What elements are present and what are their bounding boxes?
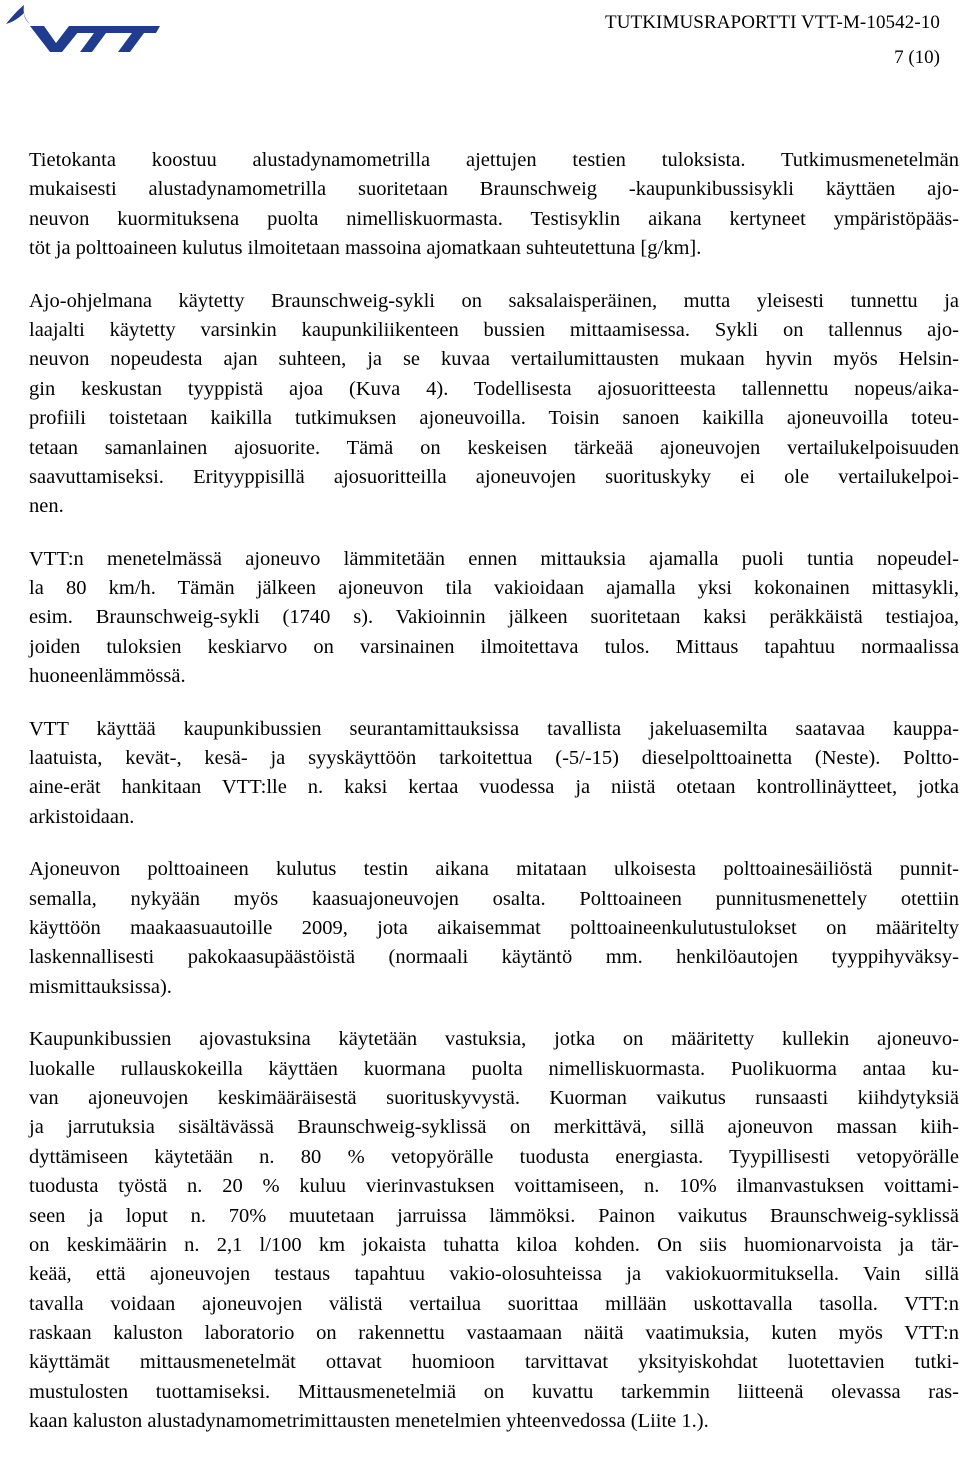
paragraph-line: on keskimäärin n. 2,1 l/100 km jokaista tuhatta kiloa kohden. On siis huomionarvoista ja tär- — [29, 1233, 959, 1256]
paragraph — [29, 146, 959, 264]
paragraph-line: Ajo-ohjelmana käytetty Braunschweig-sykli on saksalaisperäinen, mutta yleisesti tunnettu ja — [29, 289, 959, 312]
paragraph — [29, 855, 959, 1002]
paragraph-line: nen. — [29, 495, 64, 518]
paragraph-line: Kaupunkibussien ajovastuksina käytetään vastuksia, jotka on määritetty kullekin ajoneuvo- — [29, 1028, 959, 1051]
paragraph-line: VTT käyttää kaupunkibussien seurantamittauksissa tavallista jakeluasemilta saatavaa kauppa- — [29, 717, 959, 740]
paragraph-line: tavalla voidaan ajoneuvojen välistä vertailua suorittaa millään uskottavalla tasolla. VTT:n — [29, 1292, 959, 1315]
paragraph-line: gin keskustan tyyppistä ajoa (Kuva 4). Todellisesta ajosuoritteesta tallennettu nopeus/aika- — [29, 377, 959, 400]
paragraph-line: käyttämät mittausmenetelmät ottavat huomioon tarvittavat yksityiskohdat luotettavien tutki- — [29, 1351, 959, 1374]
paragraph-line: arkistoidaan. — [29, 805, 135, 828]
paragraph-line: laajalti käytetty varsinkin kaupunkiliikenteen bussien mittaamisessa. Sykli on tallennus ajo- — [29, 318, 959, 341]
paragraph-line: mustulosten tuottamiseksi. Mittausmenetelmiä on kuvattu tarkemmin liitteenä olevassa ras- — [29, 1380, 959, 1403]
paragraph-line: tuodusta työstä n. 20 % kuluu vierinvastuksen voittamiseen, n. 10% ilmanvastuksen voittami- — [29, 1175, 959, 1198]
paragraph-line: laskennallisesti pakokaasupäästöistä (normaali käytäntö mm. henkilöautojen tyyppihyväksy- — [29, 946, 959, 969]
paragraph — [29, 1025, 959, 1436]
paragraph-line: semalla, nykyään myös kaasuajoneuvojen osalta. Polttoaineen punnitusmenettely otettiin — [29, 887, 959, 910]
paragraph-line: seen ja loput n. 70% muutetaan jarruissa lämmöksi. Painon vaikutus Braunschweig-syklissä — [29, 1204, 959, 1227]
paragraph-line: raskaan kaluston laboratorio on rakennettu vastaamaan näitä vaatimuksia, kuten myös VTT:n — [29, 1322, 959, 1345]
paragraph-line: keää, että ajoneuvojen testaus tapahtuu vakio-olosuhteissa ja vakiokuormituksella. Vain sillä — [29, 1263, 959, 1286]
paragraph-line: kaan kaluston alustadynamometrimittausten menetelmien yhteenvedossa (Liite 1.). — [29, 1410, 709, 1433]
paragraph-line: käyttöön maakaasuautoille 2009, jota aikaisemmat polttoaineenkulutustulokset on määritelty — [29, 916, 959, 939]
paragraph-line: laatuista, kevät-, kesä- ja syyskäyttöön tarkoitettua (-5/-15) dieselpolttoainetta (Neste). Poltto- — [29, 747, 959, 770]
vtt-logo-icon — [4, 2, 160, 54]
paragraph-line: Tietokanta koostuu alustadynamometrilla ajettujen testien tuloksista. Tutkimusmenetelmän — [29, 149, 959, 171]
paragraph-line: dyttämiseen käytetään n. 80 % vetopyörälle tuodusta energiasta. Tyypillisesti vetopyörälle — [29, 1145, 959, 1168]
paragraph-line: luokalle rullauskokeilla käyttäen kuormana puolta nimelliskuormasta. Puolikuorma antaa ku- — [29, 1057, 959, 1080]
paragraph-line: neuvon nopeudesta ajan suhteen, ja se kuvaa vertailumittausten mukaan hyvin myös Helsin- — [29, 348, 959, 371]
paragraph-line: saavuttamiseksi. Erityyppisillä ajosuoritteilla ajoneuvojen suorituskyky ei ole vertailukelpoi- — [29, 465, 959, 488]
paragraph-line: mismittauksissa). — [29, 975, 172, 998]
paragraph-line: tetaan samanlainen ajosuorite. Tämä on keskeisen tärkeää ajoneuvojen vertailukelpoisuuden — [29, 436, 959, 459]
paragraph-line: VTT:n menetelmässä ajoneuvo lämmitetään ennen mittauksia ajamalla puoli tuntia nopeudel- — [29, 547, 959, 570]
body-text — [29, 146, 959, 1460]
page-number: 7 (10) — [894, 47, 940, 68]
paragraph-line: aine-erät hankitaan VTT:lle n. kaksi kertaa vuodessa ja niistä otetaan kontrollinäytteet, jotka — [29, 776, 959, 799]
paragraph — [29, 545, 959, 692]
paragraph — [29, 287, 959, 522]
paragraph-line: töt ja polttoaineen kulutus ilmoitetaan massoina ajomatkaan suhteutettuna [g/km]. — [29, 237, 702, 260]
paragraph-line: esim. Braunschweig-sykli (1740 s). Vakioinnin jälkeen suoritetaan kaksi peräkkäistä testiajoa, — [29, 606, 959, 629]
paragraph-line: van ajoneuvojen keskimääräisestä suorituskyvystä. Kuorman vaikutus runsaasti kiihdytyksiä — [29, 1086, 959, 1109]
paragraph-line: neuvon kuormituksena puolta nimelliskuormasta. Testisyklin aikana kertyneet ympäristöpääs- — [29, 207, 959, 230]
paragraph-line: profiili toistetaan kaikilla tutkimuksen ajoneuvoilla. Toisin sanoen kaikilla ajoneuvoilla toteu- — [29, 407, 959, 430]
paragraph-line: joiden tuloksien keskiarvo on varsinainen ilmoitettava tulos. Mittaus tapahtuu normaalissa — [29, 635, 959, 658]
paragraph-line: ja jarrutuksia sisältävässä Braunschweig-syklissä on merkittävä, sillä ajoneuvon massan kiih- — [29, 1116, 959, 1139]
report-id: TUTKIMUSRAPORTTI VTT-M-10542-10 — [605, 12, 940, 33]
vtt-logo — [4, 2, 160, 54]
paragraph-line: huoneenlämmössä. — [29, 665, 186, 688]
paragraph — [29, 715, 959, 833]
paragraph-line: Ajoneuvon polttoaineen kulutus testin aikana mitataan ulkoisesta polttoainesäiliöstä punnit- — [29, 858, 959, 881]
paragraph-line: la 80 km/h. Tämän jälkeen ajoneuvon tila vakioidaan ajamalla yksi kokonainen mittasykli, — [29, 577, 959, 600]
paragraph-line: mukaisesti alustadynamometrilla suoritetaan Braunschweig -kaupunkibussisykli käyttäen ajo- — [29, 178, 959, 201]
